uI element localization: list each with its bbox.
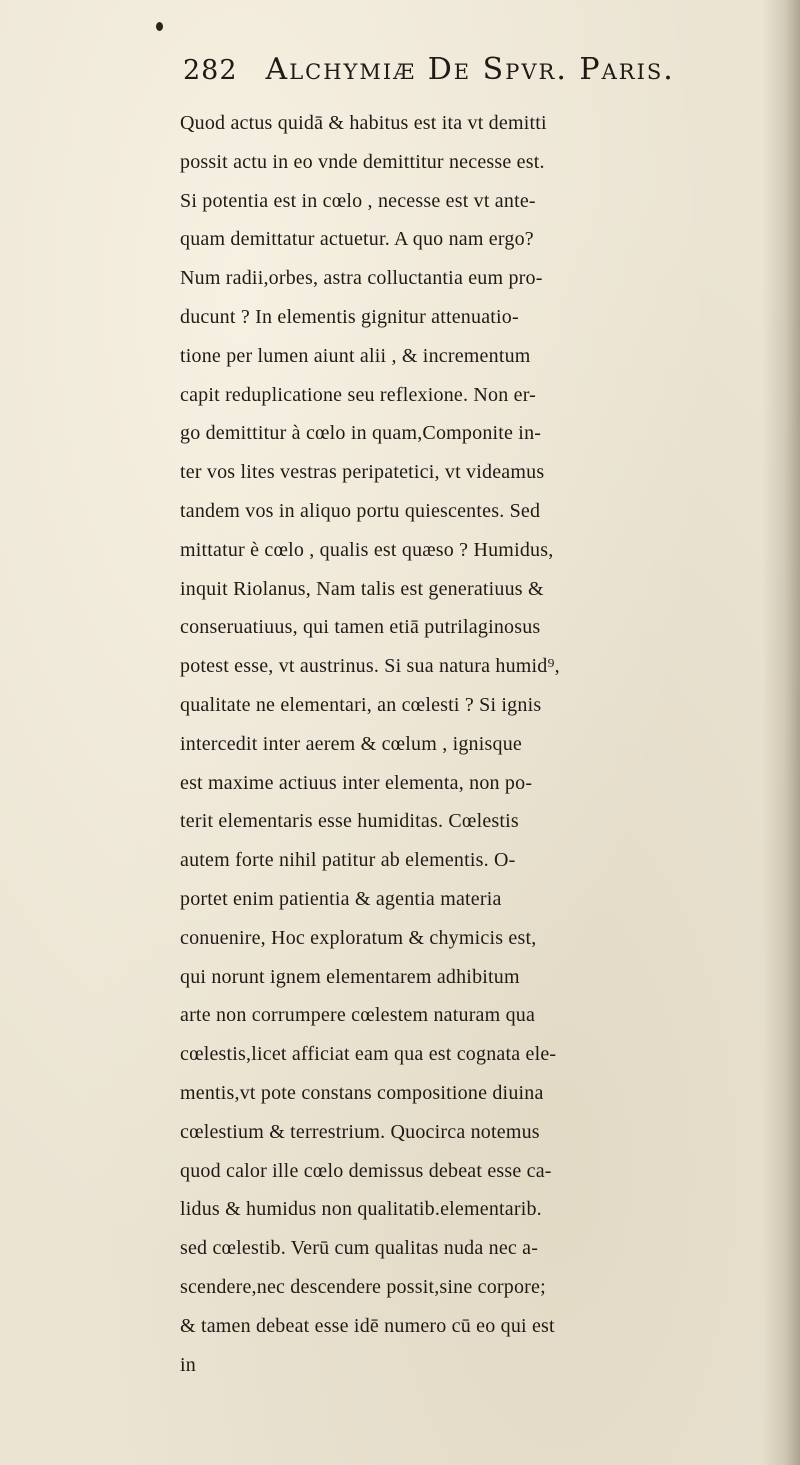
text-line: Quod actus quidā & habitus est ita vt demitti bbox=[180, 112, 547, 134]
text-line: quam demittatur actuetur. A quo nam ergo? bbox=[180, 228, 534, 251]
text-line: terit elementaris esse humiditas. Cœlestis bbox=[180, 810, 519, 833]
text-line: portet enim patientia & agentia materia bbox=[180, 887, 502, 910]
text-line: qualitate ne elementari, an cœlesti ? Si ignis bbox=[180, 693, 542, 716]
text-line: cœlestis,licet afficiat eam qua est cognata ele- bbox=[180, 1043, 557, 1066]
body-text bbox=[180, 104, 796, 1384]
text-line: arte non corrumpere cœlestem naturam qua bbox=[180, 1004, 536, 1027]
text-line: possit actu in eo vnde demittitur necesse est. bbox=[180, 150, 545, 173]
text-line: potest esse, vt austrinus. Si sua natura humid⁹, bbox=[180, 655, 560, 678]
text-line: conseruatiuus, qui tamen etiā putrilaginosus bbox=[180, 616, 541, 639]
page-header bbox=[183, 52, 743, 102]
text-line: scendere,nec descendere possit,sine corpore; bbox=[180, 1275, 546, 1298]
text-line: tandem vos in aliquo portu quiescentes. Sed bbox=[180, 499, 541, 522]
text-line: cœlestium & terrestrium. Quocirca notemus bbox=[180, 1120, 540, 1143]
text-line: & tamen debeat esse idē numero cū eo qui est bbox=[180, 1314, 555, 1337]
text-line: capit reduplicatione seu reflexione. Non er- bbox=[180, 383, 537, 406]
text-line: conuenire, Hoc exploratum & chymicis est, bbox=[180, 926, 537, 949]
text-line: lidus & humidus non qualitatib.elementarib. bbox=[180, 1198, 542, 1221]
text-line: ter vos lites vestras peripatetici, vt videamus bbox=[180, 461, 545, 484]
page-number: 282 bbox=[183, 55, 238, 86]
text-line: mittatur è cœlo , qualis est quæso ? Humidus, bbox=[180, 538, 554, 561]
text-line: tione per lumen aiunt alii , & incrementum bbox=[180, 344, 531, 367]
text-line: qui norunt ignem elementarem adhibitum bbox=[180, 965, 520, 988]
text-line: Si potentia est in cœlo , necesse est vt ante- bbox=[180, 189, 536, 212]
text-line: sed cœlestib. Verū cum qualitas nuda nec a- bbox=[180, 1237, 539, 1260]
text-line: inquit Riolanus, Nam talis est generatiuus & bbox=[180, 577, 544, 600]
text-line: intercedit inter aerem & cœlum , ignisque bbox=[180, 732, 522, 755]
text-line: ducunt ? In elementis gignitur attenuatio- bbox=[180, 305, 519, 328]
text-line: autem forte nihil patitur ab elementis. O- bbox=[180, 849, 516, 872]
text-line: est maxime actiuus inter elementa, non po- bbox=[180, 771, 533, 794]
text-line: go demittitur à cœlo in quam,Componite in- bbox=[180, 422, 542, 445]
text-line: mentis,vt pote constans compositione diuina bbox=[180, 1081, 544, 1104]
ink-blot bbox=[156, 22, 163, 31]
running-title: Alchymiæ De Spvr. Paris. bbox=[265, 52, 675, 87]
text-line: Num radii,orbes, astra colluctantia eum pro- bbox=[180, 267, 543, 290]
text-line: quod calor ille cœlo demissus debeat esse ca- bbox=[180, 1159, 552, 1182]
text-line: in bbox=[180, 1353, 196, 1376]
